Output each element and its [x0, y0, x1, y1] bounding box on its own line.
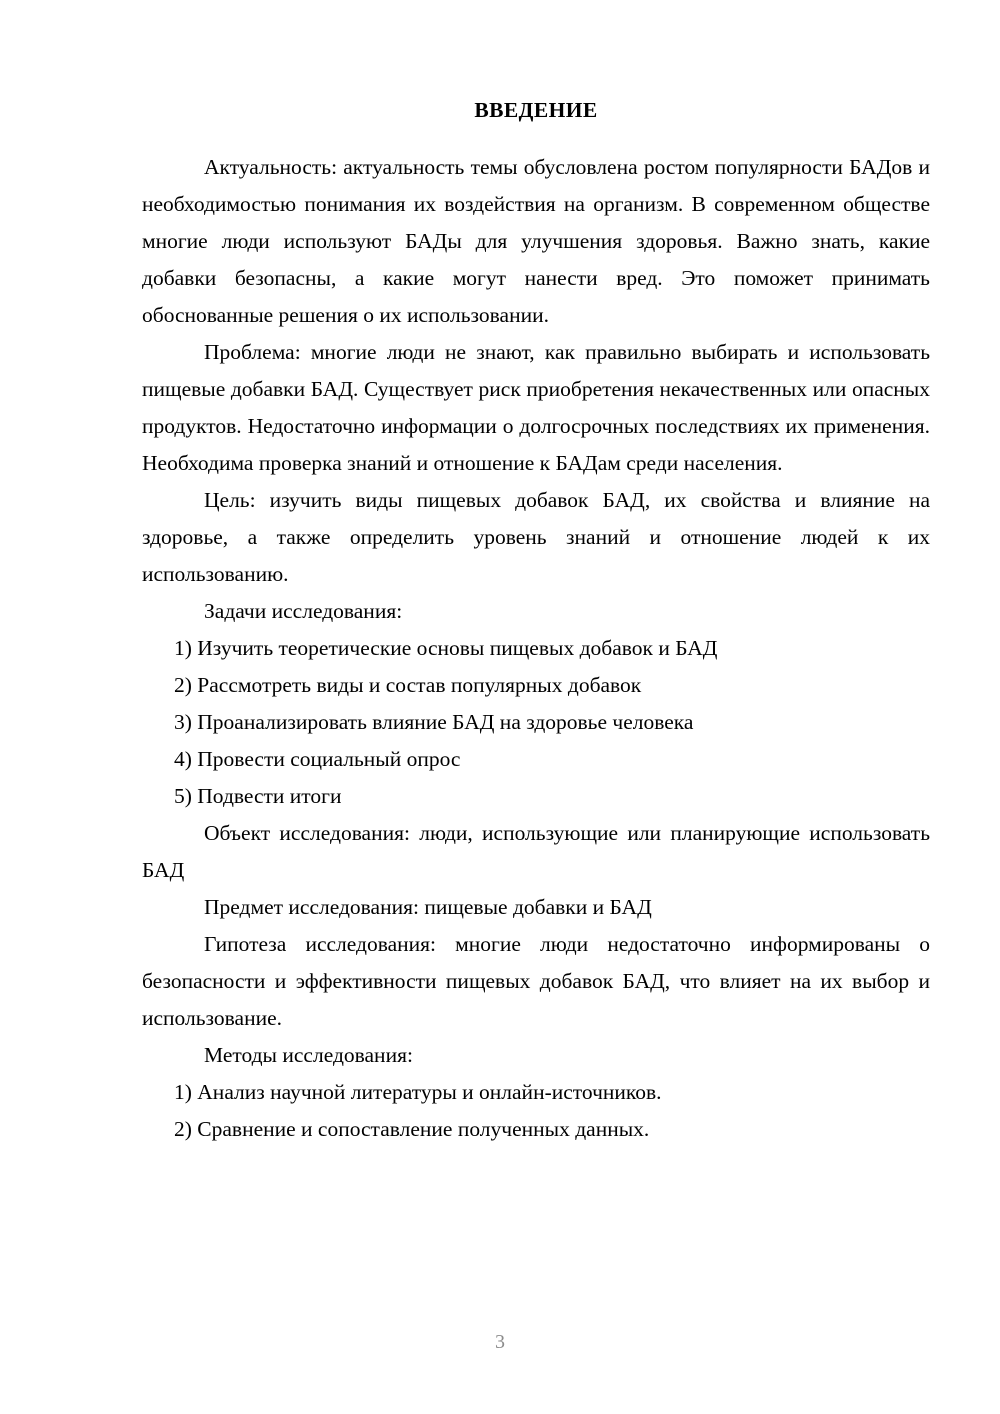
list-item: 2) Сравнение и сопоставление полученных данных.	[174, 1117, 650, 1141]
paragraph-relevance: Актуальность: актуальность темы обусловлена ростом популярности БАДов и необходимостью понимания их воздействия на организм. В современном обществе многие люди используют БАДы для улучшения здоровья. Важно знать, какие добавки безопасны, а какие могут нанести вред. Это поможет принимать обоснованные решения о их использовании.	[142, 155, 930, 327]
paragraph-object: Объект исследования: люди, использующие или планирующие использовать БАД	[142, 821, 930, 882]
paragraph-problem: Проблема: многие люди не знают, как правильно выбирать и использовать пищевые добавки БАД. Существует риск приобретения некачественных или опасных продуктов. Недостаточно информации о долгосрочных последствиях их применения. Необходима проверка знаний и отношение к БАДам среди населения.	[142, 340, 930, 475]
list-item: 1) Анализ научной литературы и онлайн-источников.	[174, 1080, 662, 1104]
list-item: 1) Изучить теоретические основы пищевых добавок и БАД	[174, 636, 718, 660]
methods-heading: Методы исследования:	[204, 1043, 413, 1067]
document-body	[142, 92, 930, 1148]
list-item: 2) Рассмотреть виды и состав популярных добавок	[174, 673, 642, 697]
list-item: 4) Провести социальный опрос	[174, 747, 461, 771]
paragraph-goal: Цель: изучить виды пищевых добавок БАД, их свойства и влияние на здоровье, а также определить уровень знаний и отношение людей к их использованию.	[142, 488, 930, 586]
page-title: ВВЕДЕНИЕ	[474, 98, 598, 122]
paragraph-subject: Предмет исследования: пищевые добавки и БАД	[204, 895, 652, 919]
list-item: 5) Подвести итоги	[174, 784, 342, 808]
tasks-heading: Задачи исследования:	[204, 599, 403, 623]
paragraph-hypothesis: Гипотеза исследования: многие люди недостаточно информированы о безопасности и эффективности пищевых добавок БАД, что влияет на их выбор и использование.	[142, 932, 930, 1030]
list-item: 3) Проанализировать влияние БАД на здоровье человека	[174, 710, 694, 734]
page-number: 3	[495, 1331, 505, 1353]
